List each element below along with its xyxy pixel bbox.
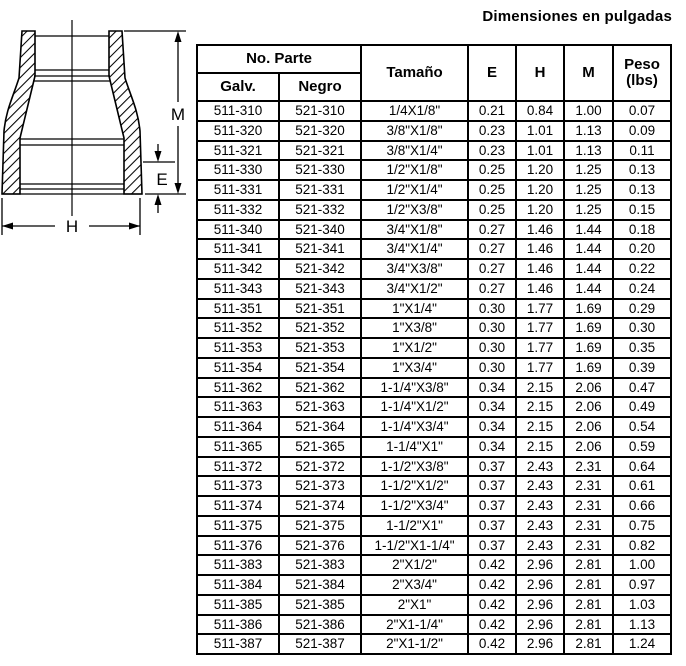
galv-part-cell: 511-373 (197, 476, 279, 496)
e-cell: 0.34 (468, 378, 516, 398)
m-cell: 1.44 (564, 279, 613, 299)
table-row (197, 141, 671, 161)
h-cell: 1.20 (516, 200, 564, 220)
table-row (197, 417, 671, 437)
e-cell: 0.37 (468, 476, 516, 496)
negro-part-cell: 521-321 (279, 141, 361, 161)
m-cell: 2.31 (564, 476, 613, 496)
tamano-cell: 1-1/4"X1/2" (361, 397, 468, 417)
galv-part-cell: 511-375 (197, 516, 279, 536)
peso-cell: 0.20 (613, 239, 671, 259)
header-peso (613, 45, 671, 101)
tamano-cell: 2"X1-1/2" (361, 634, 468, 654)
dimensions-table (196, 44, 672, 655)
peso-cell: 0.35 (613, 338, 671, 358)
e-cell: 0.42 (468, 615, 516, 635)
m-cell: 2.06 (564, 378, 613, 398)
negro-part-cell: 521-330 (279, 160, 361, 180)
galv-part-cell: 511-376 (197, 536, 279, 556)
galv-part-cell: 511-386 (197, 615, 279, 635)
header-row-1 (197, 45, 671, 73)
e-cell: 0.23 (468, 121, 516, 141)
negro-part-cell: 521-320 (279, 121, 361, 141)
galv-part-cell: 511-310 (197, 101, 279, 121)
galv-part-cell: 511-362 (197, 378, 279, 398)
tamano-cell: 1/2"X1/8" (361, 160, 468, 180)
h-cell: 1.20 (516, 180, 564, 200)
table-row (197, 180, 671, 200)
header-peso-unit: (lbs) (626, 72, 658, 89)
peso-cell: 0.15 (613, 200, 671, 220)
negro-part-cell: 521-353 (279, 338, 361, 358)
h-cell: 2.43 (516, 496, 564, 516)
tamano-cell: 1/4X1/8" (361, 101, 468, 121)
peso-cell: 1.13 (613, 615, 671, 635)
h-cell: 1.46 (516, 239, 564, 259)
header-galv: Galv. (197, 73, 279, 101)
galv-part-cell: 511-363 (197, 397, 279, 417)
h-cell: 2.15 (516, 397, 564, 417)
m-cell: 2.31 (564, 496, 613, 516)
galv-part-cell: 511-365 (197, 437, 279, 457)
e-cell: 0.27 (468, 259, 516, 279)
h-cell: 2.96 (516, 634, 564, 654)
peso-cell: 0.54 (613, 417, 671, 437)
tamano-cell: 3/4"X3/8" (361, 259, 468, 279)
m-cell: 1.69 (564, 358, 613, 378)
negro-part-cell: 521-343 (279, 279, 361, 299)
table-row (197, 496, 671, 516)
peso-cell: 0.59 (613, 437, 671, 457)
m-cell: 2.06 (564, 417, 613, 437)
table-row (197, 378, 671, 398)
negro-part-cell: 521-387 (279, 634, 361, 654)
peso-cell: 0.30 (613, 318, 671, 338)
e-cell: 0.27 (468, 239, 516, 259)
e-cell: 0.42 (468, 634, 516, 654)
header-no-parte: No. Parte (197, 45, 361, 73)
table-row (197, 536, 671, 556)
tamano-cell: 1-1/2"X1/2" (361, 476, 468, 496)
e-cell: 0.30 (468, 338, 516, 358)
h-cell: 2.15 (516, 417, 564, 437)
galv-part-cell: 511-332 (197, 200, 279, 220)
m-cell: 1.69 (564, 299, 613, 319)
h-cell: 2.96 (516, 595, 564, 615)
tamano-cell: 1/2"X3/8" (361, 200, 468, 220)
peso-cell: 0.09 (613, 121, 671, 141)
peso-cell: 0.07 (613, 101, 671, 121)
galv-part-cell: 511-340 (197, 220, 279, 240)
table-row (197, 101, 671, 121)
negro-part-cell: 521-386 (279, 615, 361, 635)
negro-part-cell: 521-385 (279, 595, 361, 615)
m-cell: 1.44 (564, 239, 613, 259)
negro-part-cell: 521-354 (279, 358, 361, 378)
negro-part-cell: 521-340 (279, 220, 361, 240)
h-cell: 2.43 (516, 536, 564, 556)
table-row (197, 615, 671, 635)
negro-part-cell: 521-383 (279, 555, 361, 575)
h-cell: 2.43 (516, 476, 564, 496)
tamano-cell: 3/4"X1/4" (361, 239, 468, 259)
e-cell: 0.30 (468, 318, 516, 338)
peso-cell: 0.47 (613, 378, 671, 398)
table-row (197, 318, 671, 338)
galv-part-cell: 511-342 (197, 259, 279, 279)
h-cell: 1.46 (516, 279, 564, 299)
peso-cell: 1.03 (613, 595, 671, 615)
h-cell: 1.46 (516, 220, 564, 240)
m-cell: 2.81 (564, 634, 613, 654)
h-cell: 1.46 (516, 259, 564, 279)
peso-cell: 0.75 (613, 516, 671, 536)
tamano-cell: 3/4"X1/8" (361, 220, 468, 240)
negro-part-cell: 521-373 (279, 476, 361, 496)
peso-cell: 0.11 (613, 141, 671, 161)
m-cell: 1.69 (564, 318, 613, 338)
table-row (197, 575, 671, 595)
tamano-cell: 2"X1/2" (361, 555, 468, 575)
negro-part-cell: 521-372 (279, 457, 361, 477)
tamano-cell: 1"X3/8" (361, 318, 468, 338)
e-cell: 0.30 (468, 299, 516, 319)
table-row (197, 595, 671, 615)
negro-part-cell: 521-341 (279, 239, 361, 259)
e-cell: 0.37 (468, 536, 516, 556)
table-row (197, 160, 671, 180)
tamano-cell: 1-1/2"X3/8" (361, 457, 468, 477)
h-cell: 1.01 (516, 141, 564, 161)
m-cell: 1.25 (564, 160, 613, 180)
h-cell: 2.43 (516, 457, 564, 477)
negro-part-cell: 521-384 (279, 575, 361, 595)
dimension-e (143, 144, 175, 213)
h-cell: 2.15 (516, 437, 564, 457)
m-cell: 2.06 (564, 437, 613, 457)
header-tamano: Tamaño (361, 45, 468, 101)
peso-cell: 0.18 (613, 220, 671, 240)
tamano-cell: 1"X1/4" (361, 299, 468, 319)
galv-part-cell: 511-353 (197, 338, 279, 358)
tamano-cell: 1/2"X1/4" (361, 180, 468, 200)
negro-part-cell: 521-375 (279, 516, 361, 536)
label-h: H (65, 217, 79, 236)
tamano-cell: 2"X3/4" (361, 575, 468, 595)
m-cell: 2.31 (564, 457, 613, 477)
h-cell: 2.96 (516, 575, 564, 595)
e-cell: 0.42 (468, 555, 516, 575)
h-cell: 1.77 (516, 338, 564, 358)
e-cell: 0.27 (468, 220, 516, 240)
negro-part-cell: 521-331 (279, 180, 361, 200)
page-title: Dimensiones en pulgadas (482, 8, 672, 25)
table-row (197, 279, 671, 299)
label-m: M (170, 105, 186, 124)
tamano-cell: 1-1/4"X3/4" (361, 417, 468, 437)
negro-part-cell: 521-332 (279, 200, 361, 220)
e-cell: 0.30 (468, 358, 516, 378)
tamano-cell: 2"X1" (361, 595, 468, 615)
table-row (197, 299, 671, 319)
peso-cell: 0.64 (613, 457, 671, 477)
peso-cell: 0.82 (613, 536, 671, 556)
header-h: H (516, 45, 564, 101)
m-cell: 1.25 (564, 200, 613, 220)
h-cell: 0.84 (516, 101, 564, 121)
tamano-cell: 1-1/4"X1" (361, 437, 468, 457)
h-cell: 1.77 (516, 299, 564, 319)
table-row (197, 437, 671, 457)
galv-part-cell: 511-385 (197, 595, 279, 615)
galv-part-cell: 511-383 (197, 555, 279, 575)
e-cell: 0.21 (468, 101, 516, 121)
m-cell: 2.81 (564, 615, 613, 635)
galv-part-cell: 511-374 (197, 496, 279, 516)
e-cell: 0.34 (468, 437, 516, 457)
table-row (197, 476, 671, 496)
e-cell: 0.37 (468, 496, 516, 516)
e-cell: 0.27 (468, 279, 516, 299)
e-cell: 0.25 (468, 160, 516, 180)
galv-part-cell: 511-341 (197, 239, 279, 259)
peso-cell: 0.39 (613, 358, 671, 378)
m-cell: 2.31 (564, 536, 613, 556)
label-e: E (156, 170, 168, 189)
negro-part-cell: 521-365 (279, 437, 361, 457)
peso-cell: 1.00 (613, 555, 671, 575)
table-row (197, 239, 671, 259)
negro-part-cell: 521-310 (279, 101, 361, 121)
h-cell: 1.20 (516, 160, 564, 180)
tamano-cell: 3/4"X1/2" (361, 279, 468, 299)
dimension-h (2, 198, 140, 236)
tamano-cell: 1"X1/2" (361, 338, 468, 358)
header-m: M (564, 45, 613, 101)
table-body (197, 101, 671, 654)
m-cell: 1.44 (564, 259, 613, 279)
m-cell: 1.25 (564, 180, 613, 200)
h-cell: 1.01 (516, 121, 564, 141)
tamano-cell: 1"X3/4" (361, 358, 468, 378)
galv-part-cell: 511-352 (197, 318, 279, 338)
negro-part-cell: 521-374 (279, 496, 361, 516)
m-cell: 1.00 (564, 101, 613, 121)
peso-cell: 0.13 (613, 180, 671, 200)
e-cell: 0.42 (468, 595, 516, 615)
m-cell: 2.81 (564, 595, 613, 615)
h-cell: 1.77 (516, 318, 564, 338)
galv-part-cell: 511-364 (197, 417, 279, 437)
galv-part-cell: 511-384 (197, 575, 279, 595)
m-cell: 1.13 (564, 141, 613, 161)
fitting-cross-section (2, 20, 142, 216)
negro-part-cell: 521-364 (279, 417, 361, 437)
galv-part-cell: 511-372 (197, 457, 279, 477)
e-cell: 0.34 (468, 417, 516, 437)
h-cell: 1.77 (516, 358, 564, 378)
galv-part-cell: 511-387 (197, 634, 279, 654)
peso-cell: 1.24 (613, 634, 671, 654)
e-cell: 0.25 (468, 200, 516, 220)
m-cell: 1.44 (564, 220, 613, 240)
table-row (197, 516, 671, 536)
tamano-cell: 1-1/2"X1" (361, 516, 468, 536)
galv-part-cell: 511-354 (197, 358, 279, 378)
m-cell: 2.06 (564, 397, 613, 417)
negro-part-cell: 521-352 (279, 318, 361, 338)
negro-part-cell: 521-342 (279, 259, 361, 279)
table-row (197, 634, 671, 654)
tamano-cell: 1-1/2"X3/4" (361, 496, 468, 516)
peso-cell: 0.29 (613, 299, 671, 319)
negro-part-cell: 521-362 (279, 378, 361, 398)
e-cell: 0.25 (468, 180, 516, 200)
galv-part-cell: 511-320 (197, 121, 279, 141)
tamano-cell: 1-1/4"X3/8" (361, 378, 468, 398)
galv-part-cell: 511-330 (197, 160, 279, 180)
fitting-diagram (0, 8, 192, 250)
m-cell: 1.13 (564, 121, 613, 141)
peso-cell: 0.22 (613, 259, 671, 279)
table-row (197, 121, 671, 141)
h-cell: 2.96 (516, 615, 564, 635)
m-cell: 2.31 (564, 516, 613, 536)
tamano-cell: 2"X1-1/4" (361, 615, 468, 635)
e-cell: 0.34 (468, 397, 516, 417)
table-row (197, 457, 671, 477)
table-row (197, 338, 671, 358)
peso-cell: 0.97 (613, 575, 671, 595)
e-cell: 0.37 (468, 516, 516, 536)
header-peso-word: Peso (624, 56, 660, 74)
galv-part-cell: 511-331 (197, 180, 279, 200)
m-cell: 1.69 (564, 338, 613, 358)
table-row (197, 220, 671, 240)
negro-part-cell: 521-376 (279, 536, 361, 556)
h-cell: 2.43 (516, 516, 564, 536)
m-cell: 2.81 (564, 575, 613, 595)
peso-cell: 0.66 (613, 496, 671, 516)
header-negro: Negro (279, 73, 361, 101)
e-cell: 0.37 (468, 457, 516, 477)
table-row (197, 259, 671, 279)
h-cell: 2.96 (516, 555, 564, 575)
galv-part-cell: 511-321 (197, 141, 279, 161)
table-row (197, 358, 671, 378)
peso-cell: 0.24 (613, 279, 671, 299)
peso-cell: 0.61 (613, 476, 671, 496)
peso-cell: 0.13 (613, 160, 671, 180)
table-row (197, 555, 671, 575)
peso-cell: 0.49 (613, 397, 671, 417)
galv-part-cell: 511-343 (197, 279, 279, 299)
negro-part-cell: 521-351 (279, 299, 361, 319)
table-row (197, 200, 671, 220)
e-cell: 0.23 (468, 141, 516, 161)
tamano-cell: 3/8"X1/8" (361, 121, 468, 141)
table-row (197, 397, 671, 417)
tamano-cell: 1-1/2"X1-1/4" (361, 536, 468, 556)
tamano-cell: 3/8"X1/4" (361, 141, 468, 161)
m-cell: 2.81 (564, 555, 613, 575)
e-cell: 0.42 (468, 575, 516, 595)
negro-part-cell: 521-363 (279, 397, 361, 417)
header-e: E (468, 45, 516, 101)
h-cell: 2.15 (516, 378, 564, 398)
galv-part-cell: 511-351 (197, 299, 279, 319)
